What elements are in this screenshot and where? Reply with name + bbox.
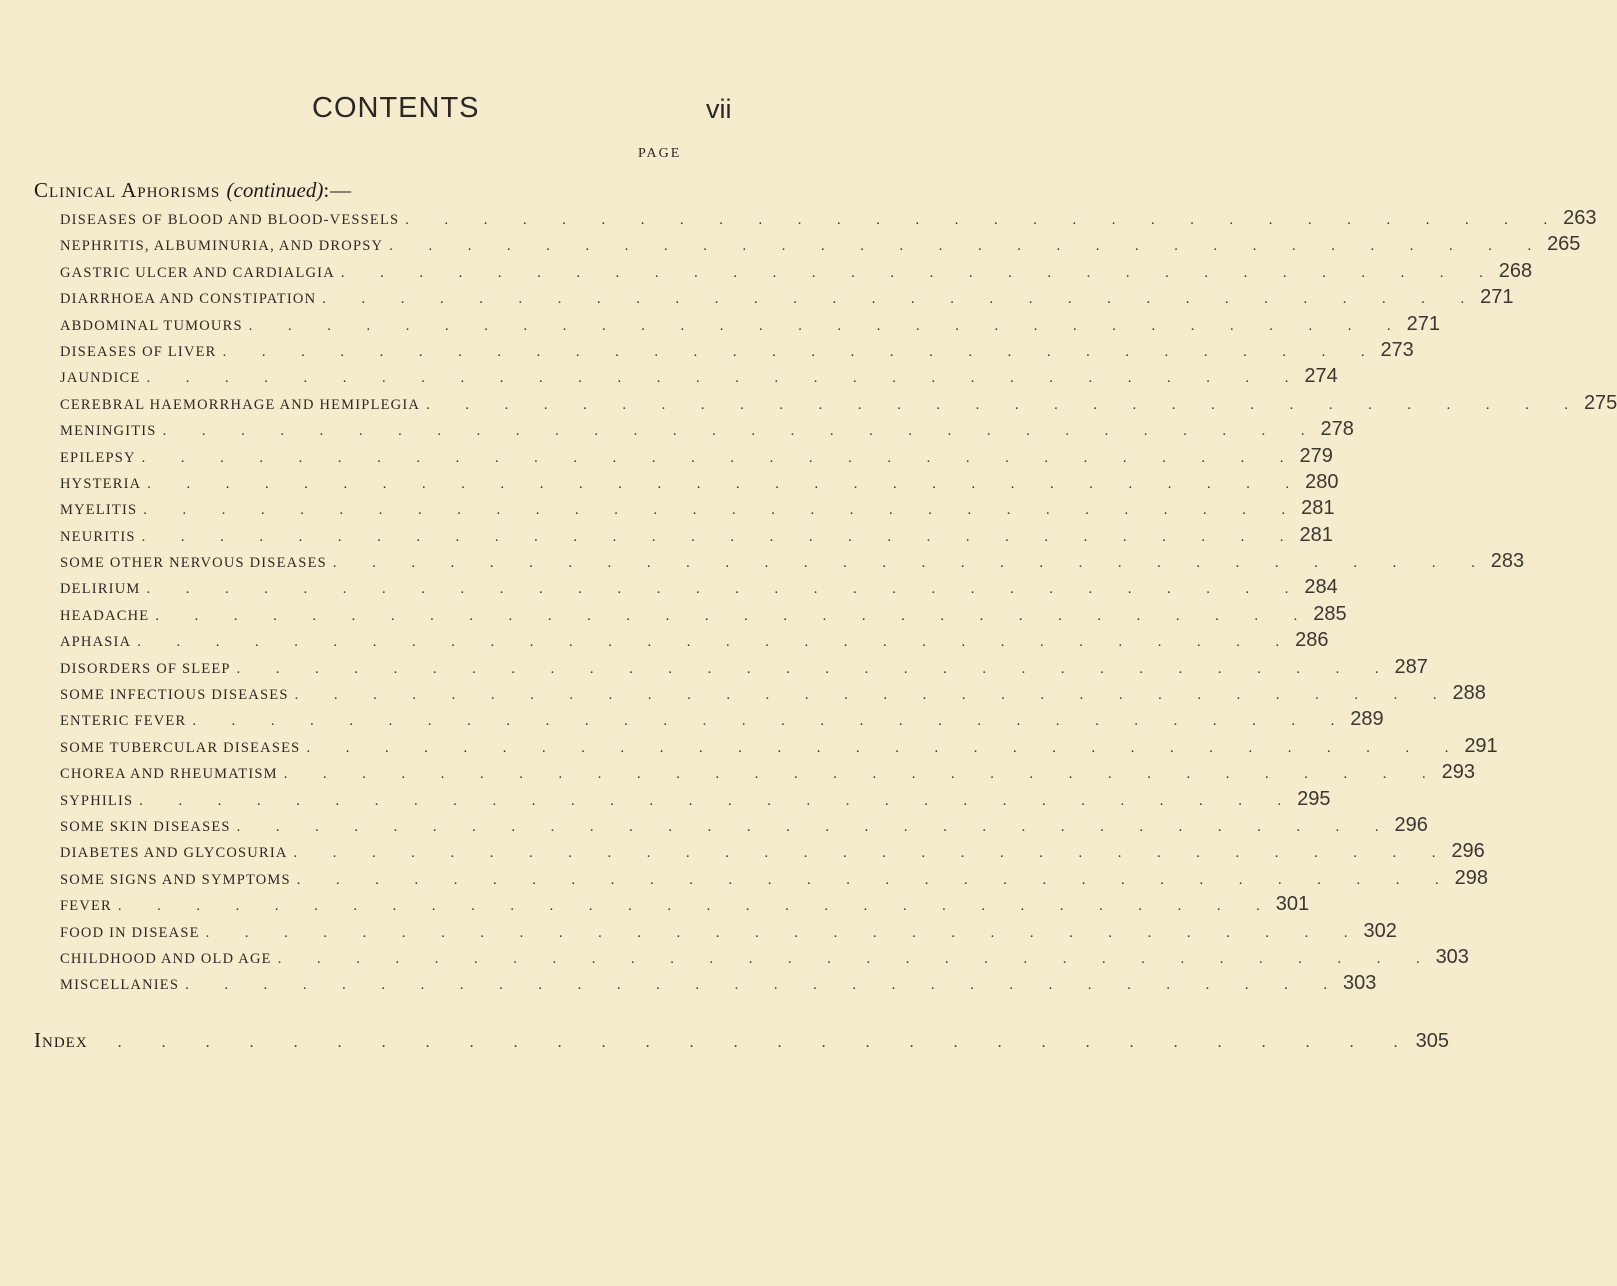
dot-leader: . . . . . . . . . . . . . . . . . . . . . . . . . . . . . . xyxy=(162,423,1321,440)
section-heading xyxy=(34,178,352,203)
dot-leader: . . . . . . . . . . . . . . . . . . . . . . . . . . . . . . xyxy=(332,555,1491,572)
entry-title: HYSTERIA xyxy=(60,475,142,492)
entry-page-number: 303 xyxy=(1343,972,1377,995)
entry-title: FEVER xyxy=(60,898,112,915)
dot-leader: . . . . . . . . . . . . . . . . . . . . . . . . . . . . . . xyxy=(283,766,1442,783)
dot-leader: . . . . . . . . . . . . . . . . . . . . . . . . . . . . . . xyxy=(389,238,1548,255)
entry-title: EPILEPSY xyxy=(60,449,136,466)
contents-entry xyxy=(60,416,1354,442)
entry-page-number: 273 xyxy=(1380,338,1414,361)
entry-title: DISEASES OF LIVER xyxy=(60,343,217,360)
entry-page-number: 271 xyxy=(1406,312,1440,335)
dot-leader: . . . . . . . . . . . . . . . . . . . . . . . . . . . . . . xyxy=(222,343,1381,360)
section-suffix: :— xyxy=(323,178,353,202)
index-entry xyxy=(34,1026,1450,1054)
contents-entry xyxy=(60,284,1514,310)
contents-entry xyxy=(60,574,1338,600)
entry-page-number: 275 xyxy=(1583,391,1617,414)
entry-title: ENTERIC FEVER xyxy=(60,713,187,730)
contents-entry xyxy=(60,548,1525,574)
contents-entry xyxy=(60,918,1397,944)
contents-entry xyxy=(60,838,1485,864)
entry-page-number: 283 xyxy=(1490,550,1525,573)
entry-title: SYPHILIS xyxy=(60,792,134,809)
entry-page-number: 296 xyxy=(1394,813,1428,836)
section-title: Clinical Aphorisms xyxy=(34,178,221,202)
entry-page-number: 281 xyxy=(1301,497,1335,520)
dot-leader: . . . . . . . . . . . . . . . . . . . . . . . . . . . . . . xyxy=(139,792,1298,809)
entry-title: GASTRIC ULCER AND CARDIALGIA xyxy=(60,264,335,281)
entry-title: MENINGITIS xyxy=(60,423,157,440)
dot-leader: . . . . . . . . . . . . . . . . . . . . . . . . . . . . . . xyxy=(141,449,1300,466)
entry-title: CHILDHOOD AND OLD AGE xyxy=(60,950,272,967)
entry-page-number: 291 xyxy=(1464,734,1498,757)
contents-entry xyxy=(60,311,1440,337)
entry-title: SOME OTHER NERVOUS DISEASES xyxy=(60,555,327,572)
entry-page-number: 280 xyxy=(1305,470,1339,493)
contents-entry xyxy=(60,759,1475,785)
dot-leader: . . . . . . . . . . . . . . . . . . . . . . . . . . . . . . xyxy=(236,818,1395,835)
entry-page-number: 287 xyxy=(1394,655,1428,678)
entry-page-number: 303 xyxy=(1435,945,1469,968)
contents-entry xyxy=(60,891,1310,917)
contents-entry xyxy=(60,680,1486,706)
index-title: Index xyxy=(34,1028,88,1052)
entry-page-number: 296 xyxy=(1451,840,1485,863)
contents-entry xyxy=(60,865,1489,891)
entry-title: FOOD IN DISEASE xyxy=(60,924,200,941)
entry-title: MISCELLANIES xyxy=(60,977,180,994)
entry-title: DISEASES OF BLOOD AND BLOOD-VESSELS xyxy=(60,212,400,228)
entry-title: APHASIA xyxy=(60,634,132,651)
entry-title: HEADACHE xyxy=(60,607,150,624)
entry-title: NEPHRITIS, ALBUMINURIA, AND DROPSY xyxy=(60,238,384,255)
contents-entry xyxy=(60,601,1347,627)
dot-leader: . . . . . . . . . . . . . . . . . . . . . . . . . . . . . . xyxy=(405,212,1564,228)
dot-leader: . . . . . . . . . . . . . . . . . . . . . . . . . . . . . . xyxy=(117,1034,1416,1051)
entry-page-number: 278 xyxy=(1320,418,1354,441)
entry-title: DIARRHOEA AND CONSTIPATION xyxy=(60,291,317,308)
contents-entry xyxy=(60,522,1333,548)
contents-entry xyxy=(60,390,1617,416)
contents-entry xyxy=(60,495,1335,521)
entry-title: DISORDERS OF SLEEP xyxy=(60,660,231,677)
entry-page-number: 263 xyxy=(1563,207,1597,229)
dot-leader: . . . . . . . . . . . . . . . . . . . . . . . . . . . . . . xyxy=(236,660,1395,677)
contents-entry xyxy=(60,337,1414,363)
dot-leader: . . . . . . . . . . . . . . . . . . . . . . . . . . . . . . xyxy=(296,871,1455,888)
entry-title: SOME SKIN DISEASES xyxy=(60,818,231,835)
dot-leader: . . . . . . . . . . . . . . . . . . . . . . . . . . . . . . xyxy=(147,475,1306,492)
dot-leader: . . . . . . . . . . . . . . . . . . . . . . . . . . . . . . xyxy=(322,291,1481,308)
contents-entry xyxy=(60,231,1581,257)
section-qualifier: (continued) xyxy=(226,178,324,202)
dot-leader: . . . . . . . . . . . . . . . . . . . . . . . . . . . . . . xyxy=(146,370,1305,387)
entry-title: ABDOMINAL TUMOURS xyxy=(60,317,243,334)
entry-title: CEREBRAL HAEMORRHAGE AND HEMIPLEGIA xyxy=(60,396,421,413)
entry-title: DELIRIUM xyxy=(60,581,141,598)
entry-page-number: 302 xyxy=(1363,919,1397,942)
contents-entry xyxy=(60,258,1533,284)
dot-leader: . . . . . . . . . . . . . . . . . . . . . . . . . . . . . . xyxy=(146,581,1305,598)
dot-leader: . . . . . . . . . . . . . . . . . . . . . . . . . . . . . . xyxy=(293,845,1452,862)
entry-title: SOME INFECTIOUS DISEASES xyxy=(60,687,289,704)
entry-page-number: 286 xyxy=(1295,629,1329,652)
dot-leader: . . . . . . . . . . . . . . . . . . . . . . . . . . . . . . xyxy=(192,713,1351,730)
entry-page-number: 298 xyxy=(1454,866,1489,889)
contents-entry xyxy=(60,205,1597,231)
contents-entry xyxy=(60,654,1428,680)
entry-title: SOME SIGNS AND SYMPTOMS xyxy=(60,871,291,888)
entry-page-number: 289 xyxy=(1350,708,1384,731)
entry-title: DIABETES AND GLYCOSURIA xyxy=(60,845,288,862)
dot-leader: . . . . . . . . . . . . . . . . . . . . . . . . . . . . . . xyxy=(185,977,1343,994)
entry-title: SOME TUBERCULAR DISEASES xyxy=(60,739,301,756)
dot-leader: . . . . . . . . . . . . . . . . . . . . . . . . . . . . . . xyxy=(137,634,1296,651)
dot-leader: . . . . . . . . . . . . . . . . . . . . . . . . . . . . . . xyxy=(205,924,1364,941)
entry-title: MYELITIS xyxy=(60,502,138,519)
entry-page-number: 281 xyxy=(1299,523,1333,546)
dot-leader: . . . . . . . . . . . . . . . . . . . . . . . . . . . . . . xyxy=(248,317,1407,334)
entry-page-number: 284 xyxy=(1304,576,1338,599)
dot-leader: . . . . . . . . . . . . . . . . . . . . . . . . . . . . . . xyxy=(117,898,1276,915)
entry-page-number: 268 xyxy=(1498,259,1533,282)
dot-leader: . . . . . . . . . . . . . . . . . . . . . . . . . . . . . . xyxy=(294,687,1453,704)
entry-title: JAUNDICE xyxy=(60,370,141,387)
page-numeral: vii xyxy=(706,94,732,124)
entry-page-number: 288 xyxy=(1452,682,1486,705)
entry-page-number: 301 xyxy=(1275,893,1310,916)
entry-page-number: 293 xyxy=(1441,761,1475,784)
dot-leader: . . . . . . . . . . . . . . . . . . . . . . . . . . . . . . xyxy=(277,950,1436,967)
dot-leader: . . . . . . . . . . . . . . . . . . . . . . . . . . . . . . xyxy=(426,396,1584,413)
running-title: CONTENTS xyxy=(312,92,480,124)
entry-page-number: 285 xyxy=(1313,602,1347,625)
contents-entry xyxy=(60,970,1377,996)
entry-page-number: 279 xyxy=(1299,444,1333,467)
entry-title: NEURITIS xyxy=(60,528,136,545)
contents-entry xyxy=(60,944,1469,970)
contents-entry xyxy=(60,706,1384,732)
index-page: 305 xyxy=(1415,1030,1450,1052)
contents-entry xyxy=(60,469,1339,495)
entry-page-number: 271 xyxy=(1480,286,1514,309)
dot-leader: . . . . . . . . . . . . . . . . . . . . . . . . . . . . . . xyxy=(155,607,1314,624)
contents-entry xyxy=(60,443,1333,469)
contents-entry xyxy=(60,363,1338,389)
contents-entry xyxy=(60,627,1329,653)
entry-page-number: 274 xyxy=(1304,365,1338,388)
entry-title: CHOREA AND RHEUMATISM xyxy=(60,766,278,783)
contents-entry xyxy=(60,786,1331,812)
page-column-label: PAGE xyxy=(638,146,682,161)
contents-entry xyxy=(60,812,1428,838)
entry-page-number: 265 xyxy=(1547,233,1581,256)
contents-entry xyxy=(60,733,1498,759)
running-head xyxy=(0,92,800,136)
entry-page-number: 295 xyxy=(1297,787,1331,810)
dot-leader: . . . . . . . . . . . . . . . . . . . . . . . . . . . . . . xyxy=(143,502,1302,519)
dot-leader: . . . . . . . . . . . . . . . . . . . . . . . . . . . . . . xyxy=(306,739,1465,756)
contents-list xyxy=(60,205,1617,997)
dot-leader: . . . . . . . . . . . . . . . . . . . . . . . . . . . . . . xyxy=(340,264,1499,281)
dot-leader: . . . . . . . . . . . . . . . . . . . . . . . . . . . . . . xyxy=(141,528,1300,545)
